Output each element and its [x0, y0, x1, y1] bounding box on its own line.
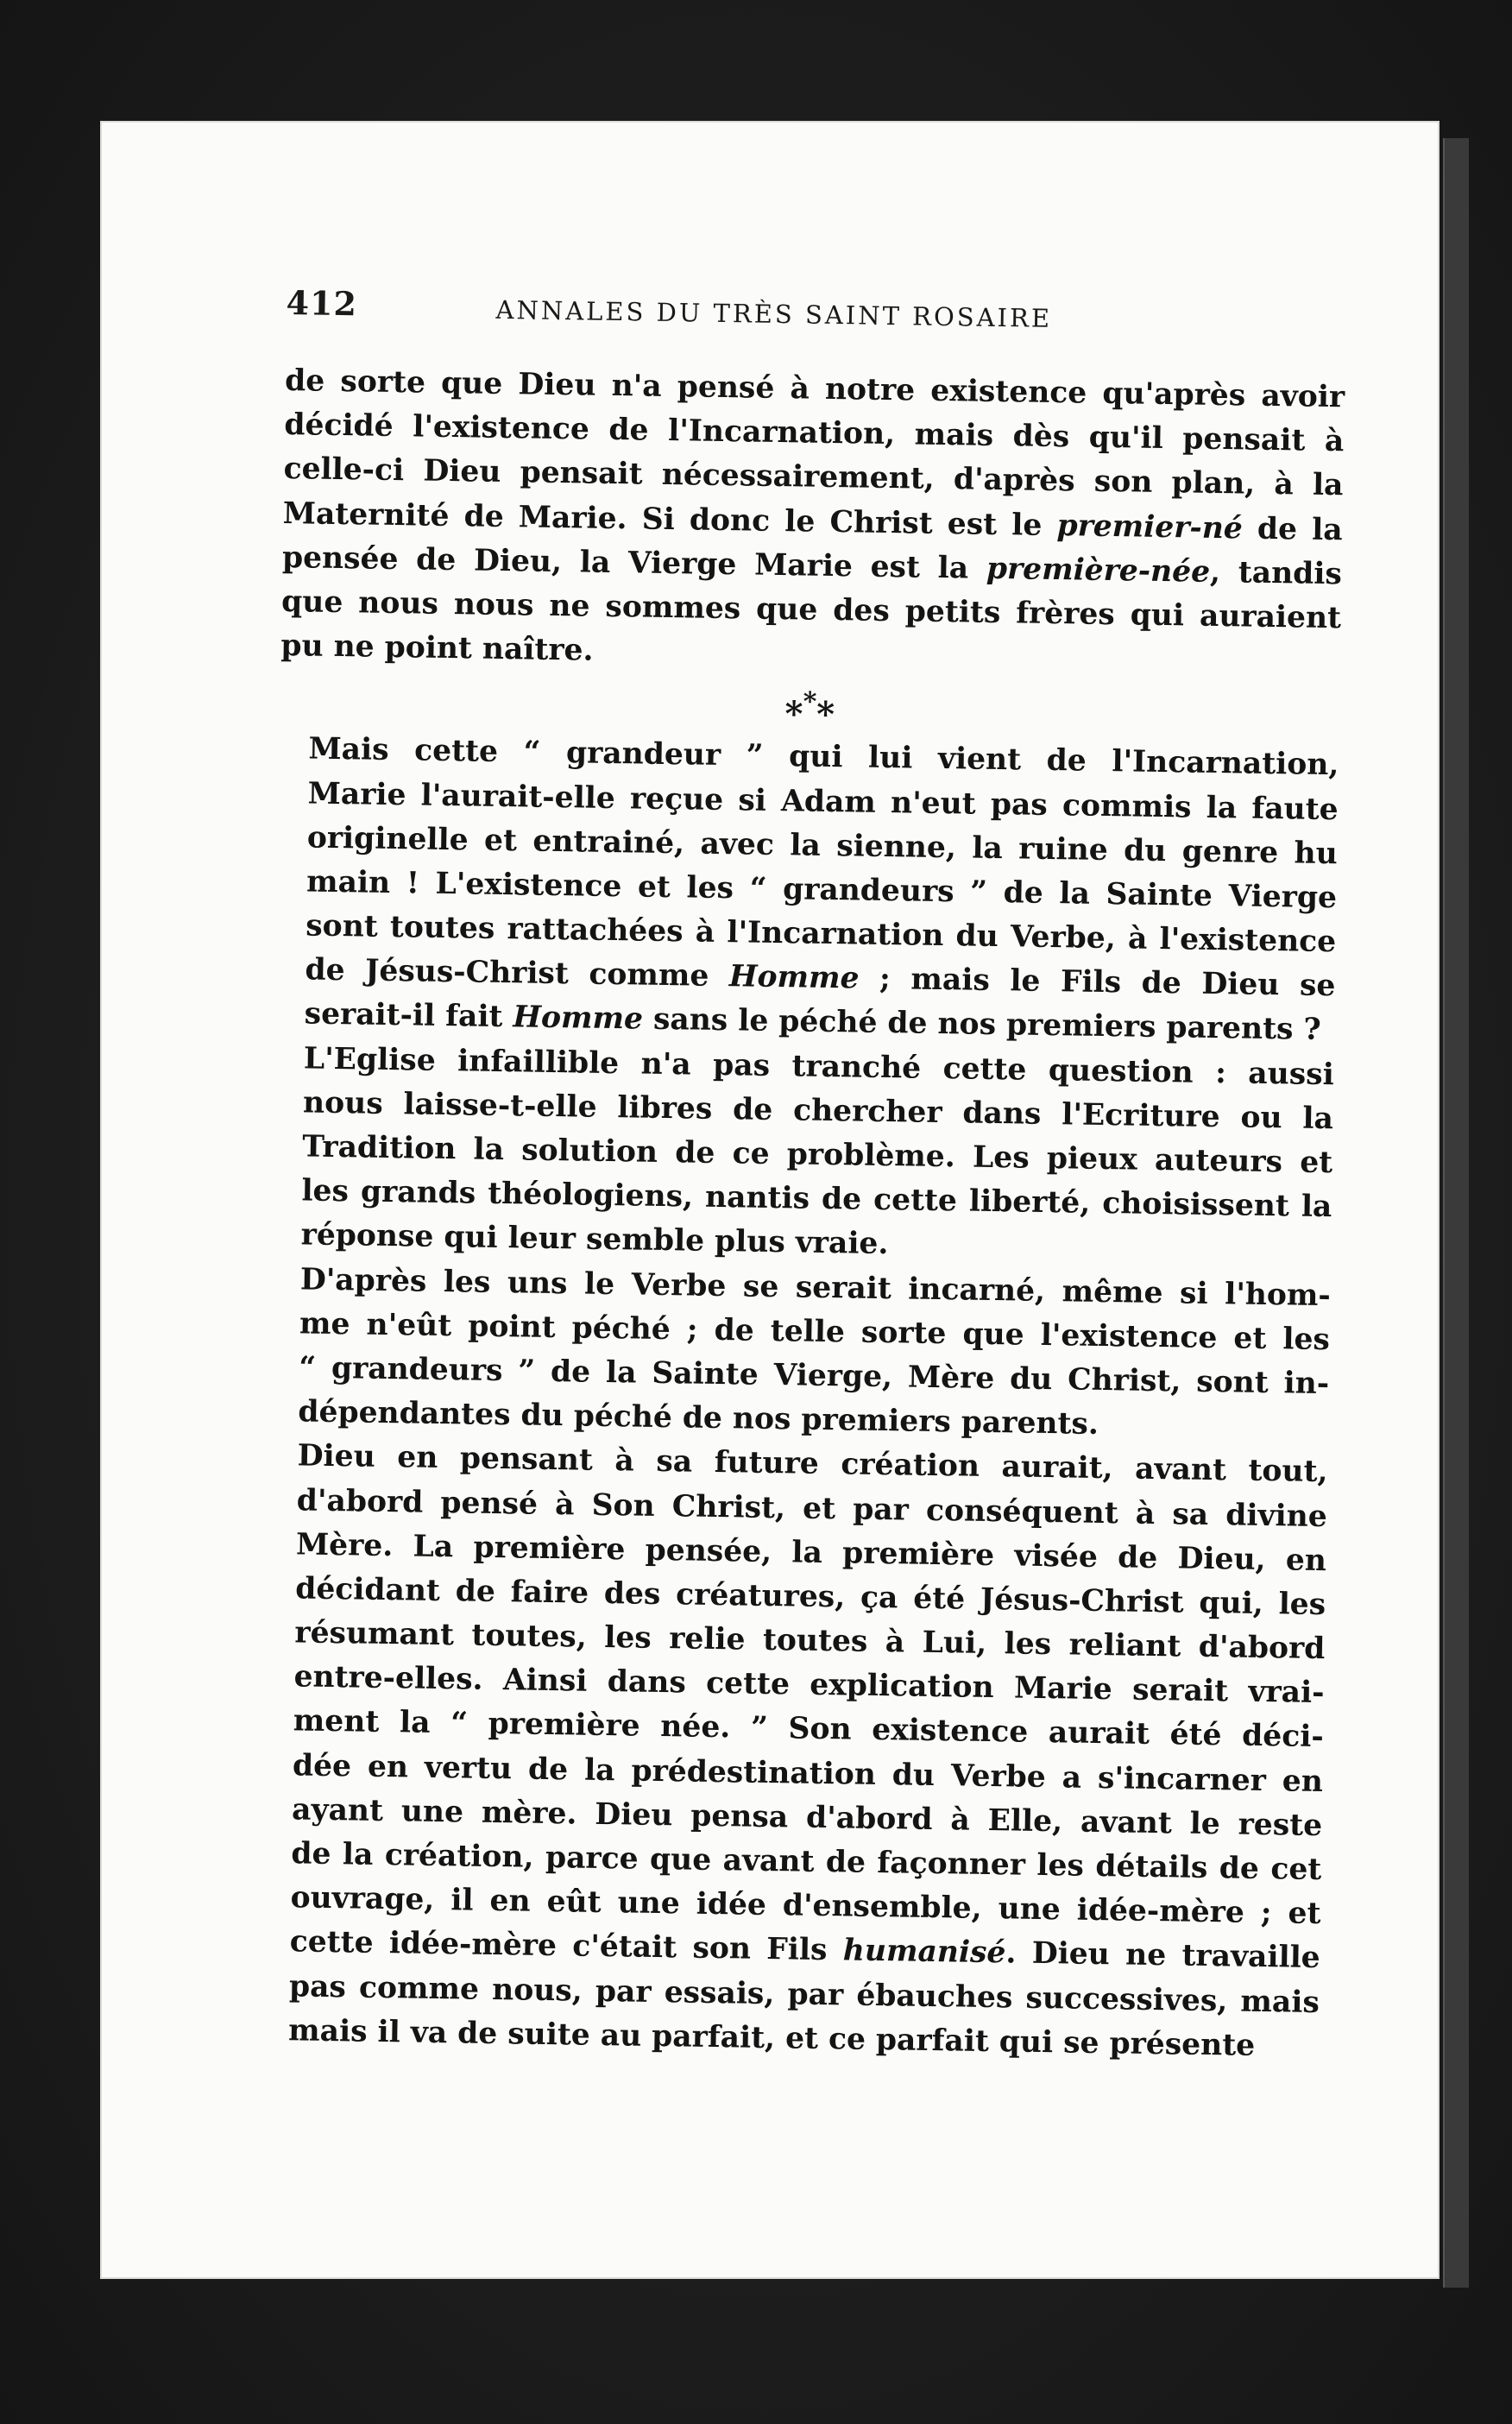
text-line: Tradition la solution de ce problème. Les pieux auteurs et [301, 1129, 1333, 1181]
paragraph [268, 1257, 1331, 1450]
text-line: dépendantes du péché de nos premiers parents. [298, 1394, 1099, 1442]
text-line: L'Eglise infaillible n'a pas tranché cette question : aussi [303, 1041, 1335, 1092]
text-line: Maternité de Marie. Si donc le Christ est le premier-né de la [282, 496, 1343, 547]
text-line: me n'eût point péché ; de telle sorte que l'existence et les [299, 1306, 1331, 1357]
text-line: serait-il fait Homme sans le péché de nos premiers parents ? [304, 996, 1322, 1048]
section-ornament: *** [784, 686, 835, 735]
text-line: Dieu en pensant à sa future création aurait, avant tout, [297, 1438, 1328, 1490]
text-line: entre-elles. Ainsi dans cette explication Marie serait vrai- [293, 1659, 1325, 1711]
text-line: celle-ci Dieu pensait nécessairement, d'après son plan, à la [283, 451, 1344, 503]
text-line: de Jésus-Christ comme Homme ; mais le Fils de Dieu se [305, 952, 1336, 1004]
text-line: de la création, parce que avant de façonner les détails de cet [291, 1836, 1322, 1888]
text-line: ment la “ première née. ” Son existence aurait été déci- [293, 1703, 1325, 1755]
text-line: “ grandeurs ” de la Sainte Vierge, Mère du Christ, sont in- [298, 1350, 1330, 1402]
text-line: nous laisse-t-elle libres de chercher dans l'Ecriture ou la [302, 1085, 1334, 1136]
text-line: résumant toutes, les relie toutes à Lui, les reliant d'abord [294, 1615, 1326, 1667]
text-line: Mais cette “ grandeur ” qui lui vient de l'Incarnation, [308, 731, 1339, 783]
text-line: pas comme nous, par essais, par ébauches successives, mais [288, 1968, 1320, 2020]
text-line: de sorte que Dieu n'a pensé à notre existence qu'après avoir [284, 363, 1345, 415]
page-number: 412 [286, 283, 358, 324]
text-line: mais il va de suite au parfait, et ce parfait qui se présente [287, 2013, 1256, 2063]
text-line: Marie l'aurait-elle reçue si Adam n'eut pas commis la faute [307, 775, 1339, 827]
text-line: décidant de faire des créatures, ça été Jésus-Christ qui, les [294, 1571, 1326, 1622]
text-line: d'abord pensé à Son Christ, et par conséquent à sa divine [296, 1482, 1328, 1534]
text-line: dée en vertu de la prédestination du Verbe a s'incarner en [292, 1747, 1324, 1799]
running-title: ANNALES DU TRÈS SAINT ROSAIRE [495, 294, 1053, 333]
text-line: les grands théologiens, nantis de cette liberté, choisissent la [301, 1173, 1332, 1225]
body-text [259, 359, 1345, 2069]
text-line: ouvrage, il en eût une idée d'ensemble, une idée-mère ; et [290, 1880, 1321, 1932]
page-content [259, 283, 1346, 2069]
text-line: pensée de Dieu, la Vierge Marie est la première-née, tandis [281, 540, 1343, 591]
text-line: main ! L'existence et les “ grandeurs ” de la Sainte Vierge [306, 864, 1338, 916]
text-line: que nous nous ne sommes que des petits frères qui auraient [280, 584, 1342, 636]
text-line: D'après les uns le Verbe se serait incarné, même si l'hom- [299, 1261, 1332, 1313]
paragraph [271, 1037, 1334, 1274]
text-line: décidé l'existence de l'Incarnation, mais dès qu'il pensait à [284, 407, 1345, 459]
paragraph [274, 727, 1339, 1053]
text-line: cette idée-mère c'était son Fils humanisé. Dieu ne travaille [289, 1924, 1320, 1976]
text-line: réponse qui leur semble plus vraie. [300, 1217, 889, 1262]
text-line: ayant une mère. Dieu pensa d'abord à Elle, avant le reste [291, 1792, 1323, 1843]
paragraph [280, 359, 1345, 685]
text-line: Mère. La première pensée, la première visée de Dieu, en [295, 1527, 1327, 1578]
text-line: sont toutes rattachées à l'Incarnation du Verbe, à l'existence [305, 908, 1337, 960]
page-header [286, 283, 1346, 369]
book-page [100, 121, 1440, 2279]
text-line: pu ne point naître. [280, 628, 594, 668]
text-line: originelle et entrainé, avec la sienne, la ruine du genre hu [306, 820, 1339, 871]
paragraph [259, 1434, 1328, 2069]
adjacent-page-edge [1443, 138, 1469, 2288]
